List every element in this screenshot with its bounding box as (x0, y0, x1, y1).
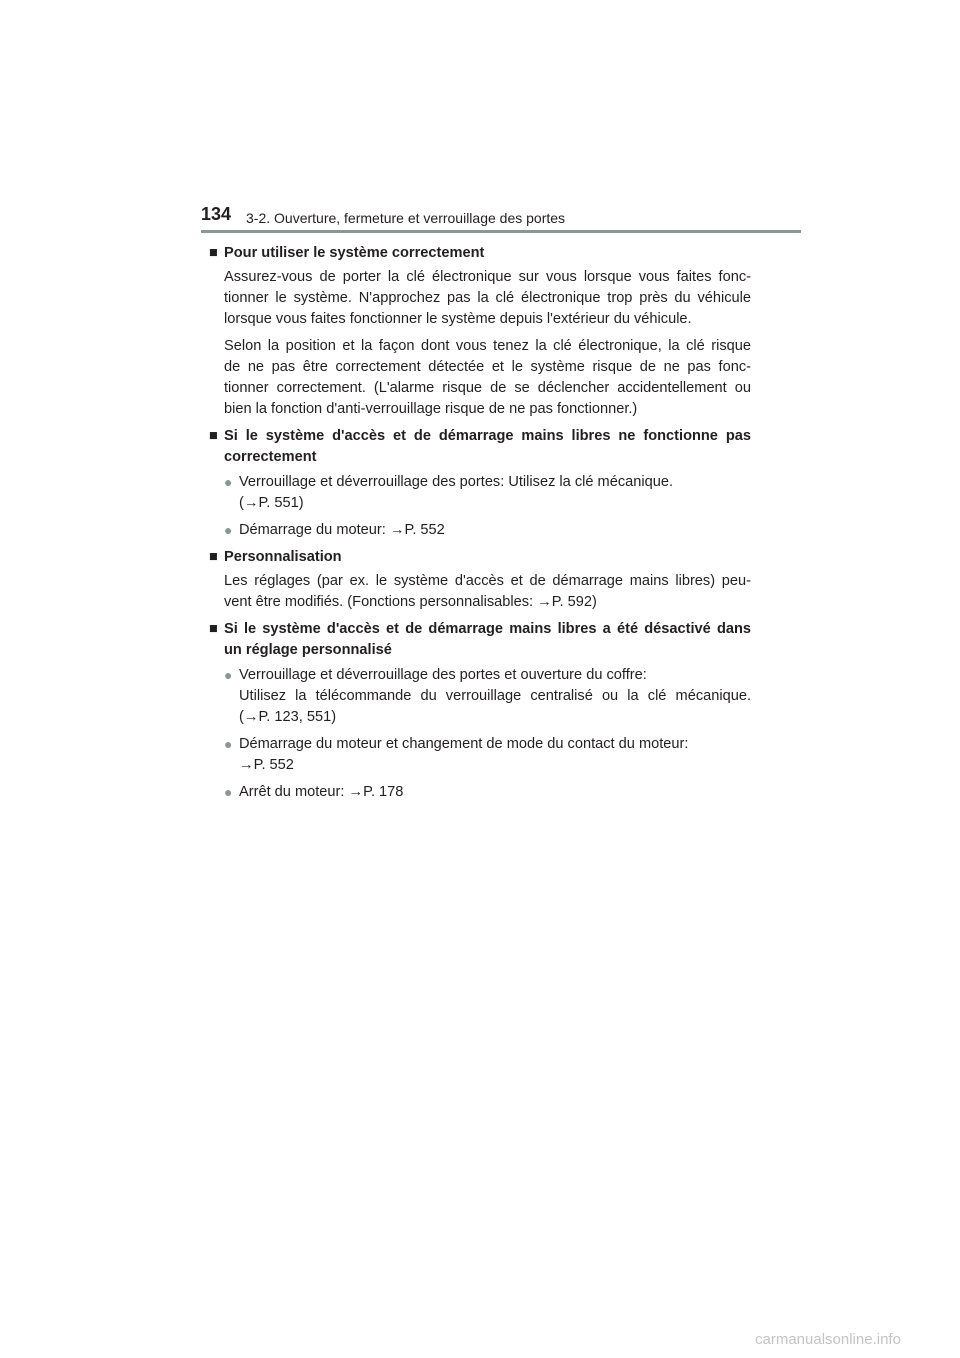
page-content (209, 243, 751, 809)
square-bullet-icon: ■ (209, 549, 218, 565)
section-heading (209, 547, 751, 568)
paragraph (209, 336, 751, 420)
section-heading-text: Si le système d'accès et de démarrage mains libres a été désactivé dans (224, 621, 751, 637)
circle-bullet-icon: ● (224, 667, 233, 683)
text-line: Démarrage du moteur et changement de mode du contact du moteur: (239, 736, 689, 752)
circle-bullet-icon: ● (224, 474, 233, 490)
section-heading-text: Si le système d'accès et de démarrage mains libres ne fonctionne pas (224, 428, 751, 444)
text-line: Démarrage du moteur: →P. 552 (239, 522, 445, 538)
section-heading-text: Personnalisation (224, 549, 342, 565)
section-heading (209, 243, 751, 264)
section-deactivated (209, 619, 751, 803)
text-line: Utilisez la télécommande du verrouillage centralisé ou la clé mécanique. (239, 688, 751, 704)
section-correct-use (209, 243, 751, 420)
text-line: bien la fonction d'anti-verrouillage risque de ne pas fonctionner.) (224, 401, 638, 417)
section-heading (209, 426, 751, 468)
chapter-title: 3-2. Ouverture, fermeture et verrouillage des portes (246, 210, 566, 226)
section-heading-text: Pour utiliser le système correctement (224, 245, 485, 261)
page-reference[interactable]: (→P. 551) (239, 495, 304, 511)
text-line: Arrêt du moteur: →P. 178 (239, 784, 404, 800)
circle-bullet-icon: ● (224, 522, 233, 538)
section-not-working (209, 426, 751, 541)
square-bullet-icon: ■ (209, 621, 218, 637)
watermark: carmanualsonline.info (755, 1331, 901, 1348)
text-line: tionner le système. N'approchez pas la clé électronique trop près du véhicule (224, 290, 751, 306)
page-reference[interactable]: (→P. 123, 551) (239, 709, 337, 725)
circle-bullet-icon: ● (224, 736, 233, 752)
text-line: Verrouillage et déverrouillage des portes: Utilisez la clé mécanique. (239, 474, 673, 490)
list-item (209, 520, 751, 541)
section-heading-text: correctement (224, 449, 317, 465)
text-line: Les réglages (par ex. le système d'accès et de démarrage mains libres) peu- (224, 573, 751, 589)
section-heading-text: un réglage personnalisé (224, 642, 392, 658)
list-item (209, 782, 751, 803)
section-heading (209, 619, 751, 661)
page-reference[interactable]: →P. 552 (239, 757, 294, 773)
list-item (209, 472, 751, 514)
header-rule (201, 230, 801, 233)
text-line: lorsque vous faites fonctionner le système depuis l'extérieur du véhicule. (224, 311, 692, 327)
square-bullet-icon: ■ (209, 428, 218, 444)
text-line: Verrouillage et déverrouillage des portes et ouverture du coffre: (239, 667, 647, 683)
list-item (209, 734, 751, 776)
paragraph (209, 267, 751, 330)
square-bullet-icon: ■ (209, 245, 218, 261)
paragraph (209, 571, 751, 613)
text-line: tionner correctement. (L'alarme risque de se déclencher accidentellement ou (224, 380, 751, 396)
circle-bullet-icon: ● (224, 784, 233, 800)
text-line: de ne pas être correctement détectée et le système risque de ne pas fonc- (224, 359, 751, 375)
page-number: 134 (201, 204, 232, 224)
text-line: Assurez-vous de porter la clé électronique sur vous lorsque vous faites fonc- (224, 269, 751, 285)
list-item (209, 665, 751, 728)
section-personalisation (209, 547, 751, 613)
text-line: Selon la position et la façon dont vous tenez la clé électronique, la clé risque (224, 338, 751, 354)
text-line: vent être modifiés. (Fonctions personnalisables: →P. 592) (224, 594, 597, 610)
